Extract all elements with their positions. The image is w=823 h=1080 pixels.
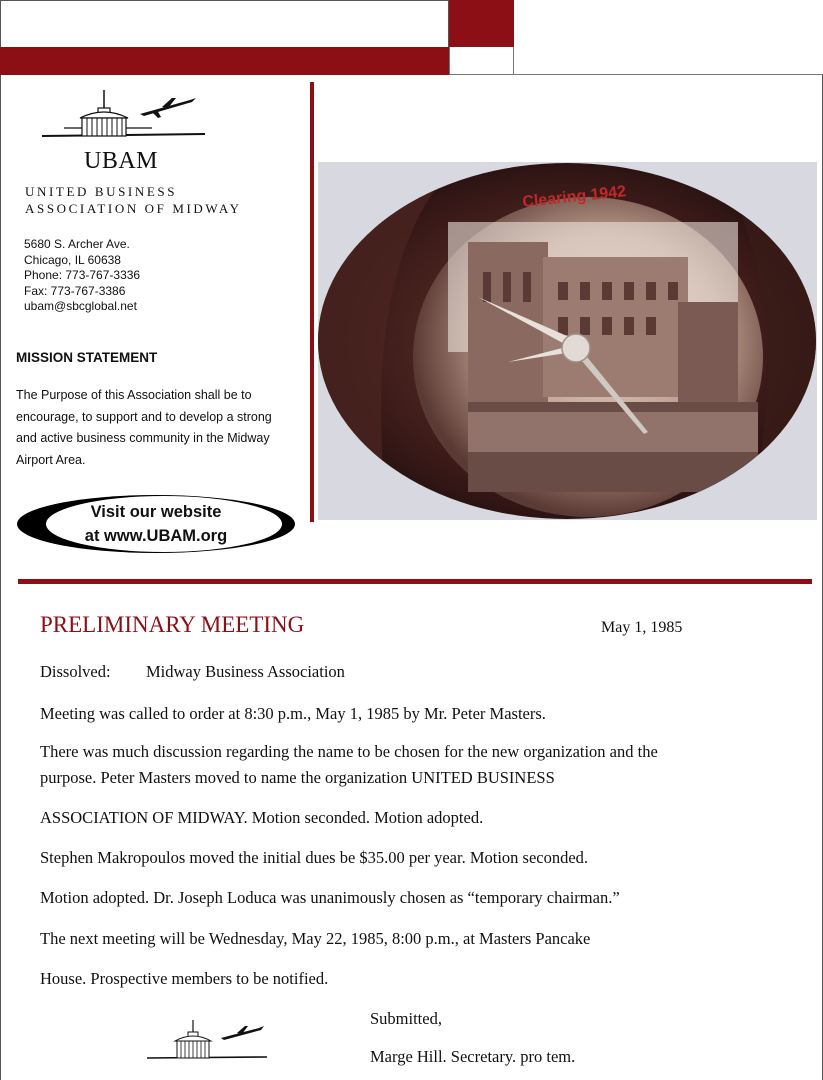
minutes-paragraph-1: Meeting was called to order at 8:30 p.m., May 1, 1985 by Mr. Peter Masters. <box>40 704 546 723</box>
header-box <box>0 0 449 47</box>
photo-caption: Clearing 1942 <box>521 183 627 211</box>
address-street: 5680 S. Archer Ave. <box>24 237 130 251</box>
website-line2: at www.UBAM.org <box>84 527 228 545</box>
organization-name-line1: UNITED BUSINESS <box>25 184 178 199</box>
address-email: ubam@sbcglobal.net <box>24 299 137 313</box>
dissolved-value: Midway Business Association <box>146 662 345 681</box>
address-city: Chicago, IL 60638 <box>24 252 121 267</box>
organization-name-line2: ASSOCIATION OF MIDWAY <box>25 201 242 216</box>
horizontal-divider <box>18 579 812 584</box>
minutes-paragraph-2a: There was much discussion regarding the name to be chosen for the new organization and the <box>40 742 658 761</box>
vertical-divider <box>310 82 314 522</box>
mission-text: The Purpose of this Association shall be to encourage, to support and to develop a strong and active business community in the Midway Airport Area. <box>16 388 272 467</box>
meeting-title: PRELIMINARY MEETING <box>40 612 305 637</box>
minutes-paragraph-7: House. Prospective members to be notified. <box>40 969 329 988</box>
website-link[interactable] <box>40 500 272 548</box>
header-accent-square <box>449 0 514 47</box>
minutes-paragraph-6: The next meeting will be Wednesday, May 22, 1985, 8:00 p.m., at Masters Pancake <box>40 929 591 948</box>
address-fax: Fax: 773-767-3386 <box>24 283 126 298</box>
minutes-paragraph-5: Motion adopted. Dr. Joseph Loduca was unanimously chosen as “temporary chairman.” <box>40 888 620 907</box>
header-accent-bar <box>0 47 449 75</box>
address-phone: Phone: 773-767-3336 <box>24 268 141 282</box>
minutes-paragraph-2b: purpose. Peter Masters moved to name the organization UNITED BUSINESS <box>40 768 555 787</box>
clock-photo <box>318 162 817 520</box>
organization-name <box>25 183 242 217</box>
header-rule <box>514 74 823 75</box>
page-frame-left <box>0 75 1 1080</box>
contact-address <box>24 237 140 315</box>
meeting-date: May 1, 1985 <box>601 619 683 636</box>
submitted-label: Submitted, <box>370 1009 442 1028</box>
dissolved-label: Dissolved: <box>40 662 111 681</box>
signature: Marge Hill. Secretary. pro tem. <box>370 1047 576 1066</box>
logo-acronym: UBAM <box>84 148 159 174</box>
mission-title: MISSION STATEMENT <box>16 350 158 365</box>
ubam-small-logo-icon <box>145 1016 270 1066</box>
website-line1: Visit our website <box>90 503 222 521</box>
header-white-square <box>449 47 514 75</box>
minutes-paragraph-4: Stephen Makropoulos moved the initial dues be $35.00 per year. Motion seconded. <box>40 848 589 867</box>
minutes-paragraph-3: ASSOCIATION OF MIDWAY. Motion seconded. Motion adopted. <box>40 808 484 827</box>
